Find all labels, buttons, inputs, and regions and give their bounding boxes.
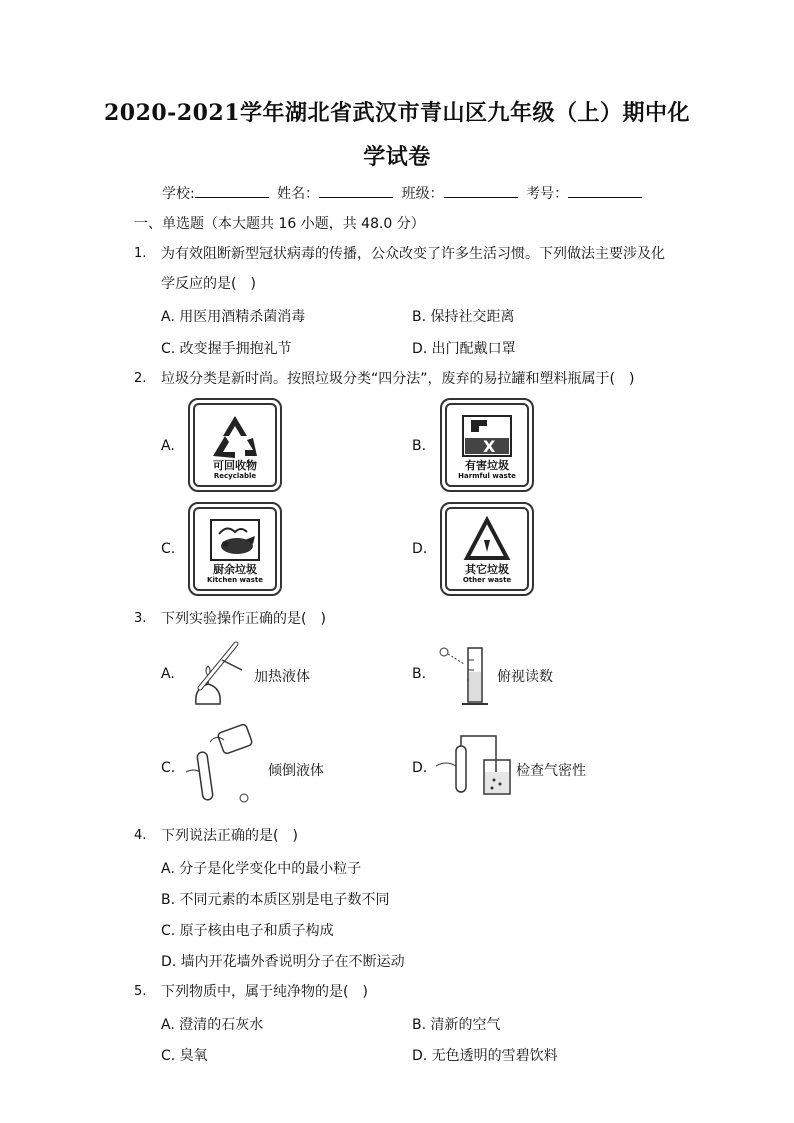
q3-option-d[interactable]: D. — [412, 760, 428, 776]
q3-number: 3. — [134, 611, 147, 626]
exam-title-line1: 2020-2021学年湖北省武汉市青山区九年级（上）期中化 — [103, 100, 691, 126]
q1-option-a[interactable]: A. 用医用酒精杀菌消毒 — [161, 309, 306, 325]
kitchen-waste-sign — [188, 502, 282, 596]
section-heading: 一、单选题（本大题共 16 小题，共 48.0 分） — [134, 216, 425, 232]
q5-number: 5. — [134, 984, 147, 999]
other-waste-cn: 其它垃圾 — [465, 563, 509, 576]
battery-hazard-icon — [457, 412, 517, 460]
q2-option-a[interactable]: A. — [161, 438, 175, 454]
q4-option-b[interactable]: B. 不同元素的本质区别是电子数不同 — [161, 892, 390, 908]
kitchen-waste-en: Kitchen waste — [207, 576, 263, 584]
q2-option-c[interactable]: C. — [161, 541, 176, 557]
harmful-waste-en: Harmful waste — [458, 472, 516, 480]
exam-title-line2: 学试卷 — [363, 144, 431, 170]
q3-stem: 下列实验操作正确的是( ) — [161, 611, 326, 627]
q1-option-d[interactable]: D. 出门配戴口罩 — [412, 341, 516, 357]
q4-option-a[interactable]: A. 分子是化学变化中的最小粒子 — [161, 861, 362, 877]
other-waste-sign — [440, 502, 534, 596]
q1-number: 1. — [134, 246, 147, 261]
q3-caption-a: 加热液体 — [254, 669, 310, 685]
q5-option-c[interactable]: C. 臭氧 — [161, 1048, 208, 1064]
kitchen-waste-cn: 厨余垃圾 — [213, 563, 257, 576]
other-waste-en: Other waste — [462, 576, 512, 584]
class-blank[interactable] — [444, 185, 518, 198]
q3-option-b[interactable]: B. — [412, 666, 427, 682]
name-label: 姓名： — [277, 186, 320, 202]
q3-caption-d: 检查气密性 — [516, 763, 586, 779]
class-label: 班级： — [401, 186, 444, 202]
q3-caption-c: 倾倒液体 — [268, 763, 324, 779]
q2-option-b[interactable]: B. — [412, 438, 427, 454]
q4-option-d[interactable]: D. 墙内开花墙外香说明分子在不断运动 — [161, 954, 405, 970]
q1-option-c[interactable]: C. 改变握手拥抱礼节 — [161, 341, 292, 357]
q3-option-a[interactable]: A. — [161, 666, 175, 682]
graduated-cylinder-icon — [434, 640, 494, 710]
q5-stem: 下列物质中，属于纯净物的是( ) — [161, 984, 368, 1000]
q4-number: 4. — [134, 828, 147, 843]
q5-option-b[interactable]: B. 清新的空气 — [412, 1017, 501, 1033]
recyclable-en: Recyclable — [213, 472, 257, 480]
q3-option-c[interactable]: C. — [161, 760, 176, 776]
q2-stem: 垃圾分类是新时尚。按照垃圾分类“四分法”，废弃的易拉罐和塑料瓶属于( ) — [161, 371, 635, 387]
recyclable-cn: 可回收物 — [213, 459, 257, 472]
name-blank[interactable] — [319, 185, 393, 198]
harmful-waste-cn: 有害垃圾 — [465, 459, 509, 472]
school-label: 学校: — [162, 186, 195, 202]
exam-number-label: 考号： — [526, 186, 569, 202]
school-blank[interactable] — [195, 185, 269, 198]
recyclable-sign — [188, 398, 282, 492]
svg-text:X: X — [483, 437, 496, 456]
airtightness-check-icon — [434, 732, 514, 798]
q2-number: 2. — [134, 371, 147, 386]
triangle-arrows-icon — [457, 516, 517, 564]
student-info-line — [162, 183, 646, 203]
q1-stem-line2: 学反应的是( ) — [161, 276, 256, 292]
q2-option-d[interactable]: D. — [412, 541, 428, 557]
recycle-arrows-icon — [205, 412, 265, 460]
q4-option-c[interactable]: C. 原子核由电子和质子构成 — [161, 923, 334, 939]
pouring-liquid-icon — [180, 722, 266, 808]
food-scraps-icon — [205, 516, 265, 564]
exam-number-blank[interactable] — [568, 185, 642, 198]
heating-liquid-icon — [186, 640, 246, 708]
harmful-waste-sign — [440, 398, 534, 492]
q4-stem: 下列说法正确的是( ) — [161, 828, 298, 844]
q1-stem-line1: 为有效阻断新型冠状病毒的传播，公众改变了许多生活习惯。下列做法主要涉及化 — [161, 246, 665, 262]
q1-option-b[interactable]: B. 保持社交距离 — [412, 309, 515, 325]
q5-option-a[interactable]: A. 澄清的石灰水 — [161, 1017, 264, 1033]
q5-option-d[interactable]: D. 无色透明的雪碧饮料 — [412, 1048, 558, 1064]
q3-caption-b: 俯视读数 — [497, 669, 553, 685]
